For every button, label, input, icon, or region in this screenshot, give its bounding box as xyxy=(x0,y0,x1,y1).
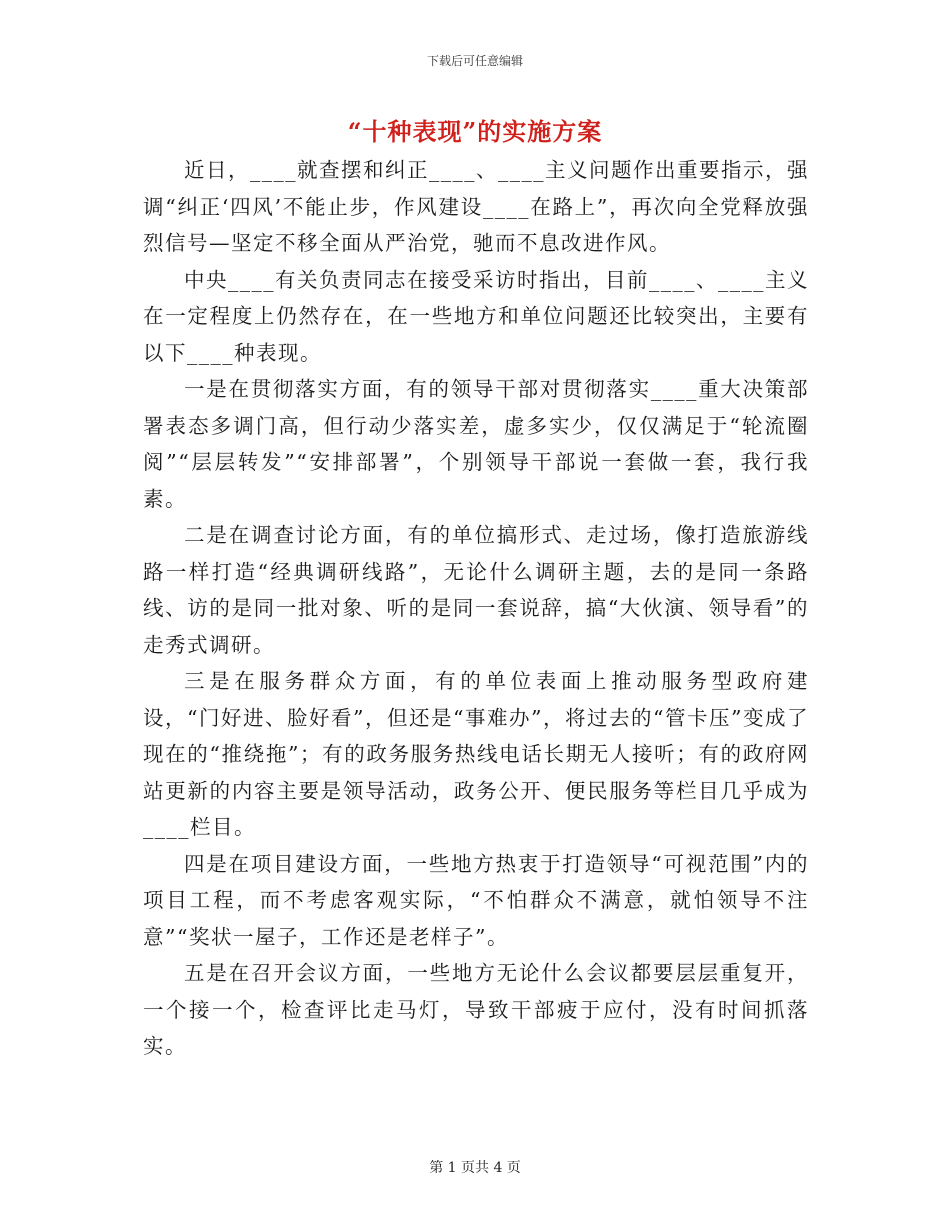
paragraph-point-4: 四是在项目建设方面，一些地方热衷于打造领导“可视范围”内的项目工程，而不考虑客观实际，“不怕群众不满意，就怕领导不注意”“奖状一屋子，工作还是老样子”。 xyxy=(143,851,809,949)
paragraph-point-1: 一是在贯彻落实方面，有的领导干部对贯彻落实____重大决策部署表态多调门高，但行动少落实差，虚多实少，仅仅满足于“轮流圈阅”“层层转发”“安排部署”，个别领导干部说一套做一套，我行我素。 xyxy=(143,377,809,511)
paragraph-central-statement: 中央____有关负责同志在接受采访时指出，目前____、____主义在一定程度上仍然存在，在一些地方和单位问题还比较突出，主要有以下____种表现。 xyxy=(143,267,809,365)
page-header: 下载后可任意编辑 xyxy=(426,54,523,68)
paragraph-intro: 近日，____就查摆和纠正____、____主义问题作出重要指示，强调“纠正‘四风’不能止步，作风建设____在路上”，再次向全党释放强烈信号—坚定不移全面从严治党，驰而不息改进作风。 xyxy=(143,158,809,255)
paragraph-point-5: 五是在召开会议方面，一些地方无论什么会议都要层层重复开，一个接一个，检查评比走马灯，导致干部疲于应付，没有时间抓落实。 xyxy=(143,961,809,1058)
paragraph-point-2: 二是在调查讨论方面，有的单位搞形式、走过场，像打造旅游线路一样打造“经典调研线路”，无论什么调研主题，去的是同一条路线、访的是同一批对象、听的是同一套说辞，搞“大伙演、领导看”的走秀式调研。 xyxy=(143,523,809,657)
paragraph-point-3: 三是在服务群众方面，有的单位表面上推动服务型政府建设，“门好进、脸好看”，但还是“事难办”，将过去的“管卡压”变成了现在的“推绕拖”；有的政务服务热线电话长期无人接听；有的政府网站更新的内容主要是领导活动，政务公开、便民服务等栏目几乎成为____栏目。 xyxy=(143,669,809,839)
page-footer: 第 1 页共 4 页 xyxy=(429,1160,521,1176)
document-body xyxy=(143,152,809,1065)
document-title: “十种表现”的实施方案 xyxy=(347,117,603,146)
